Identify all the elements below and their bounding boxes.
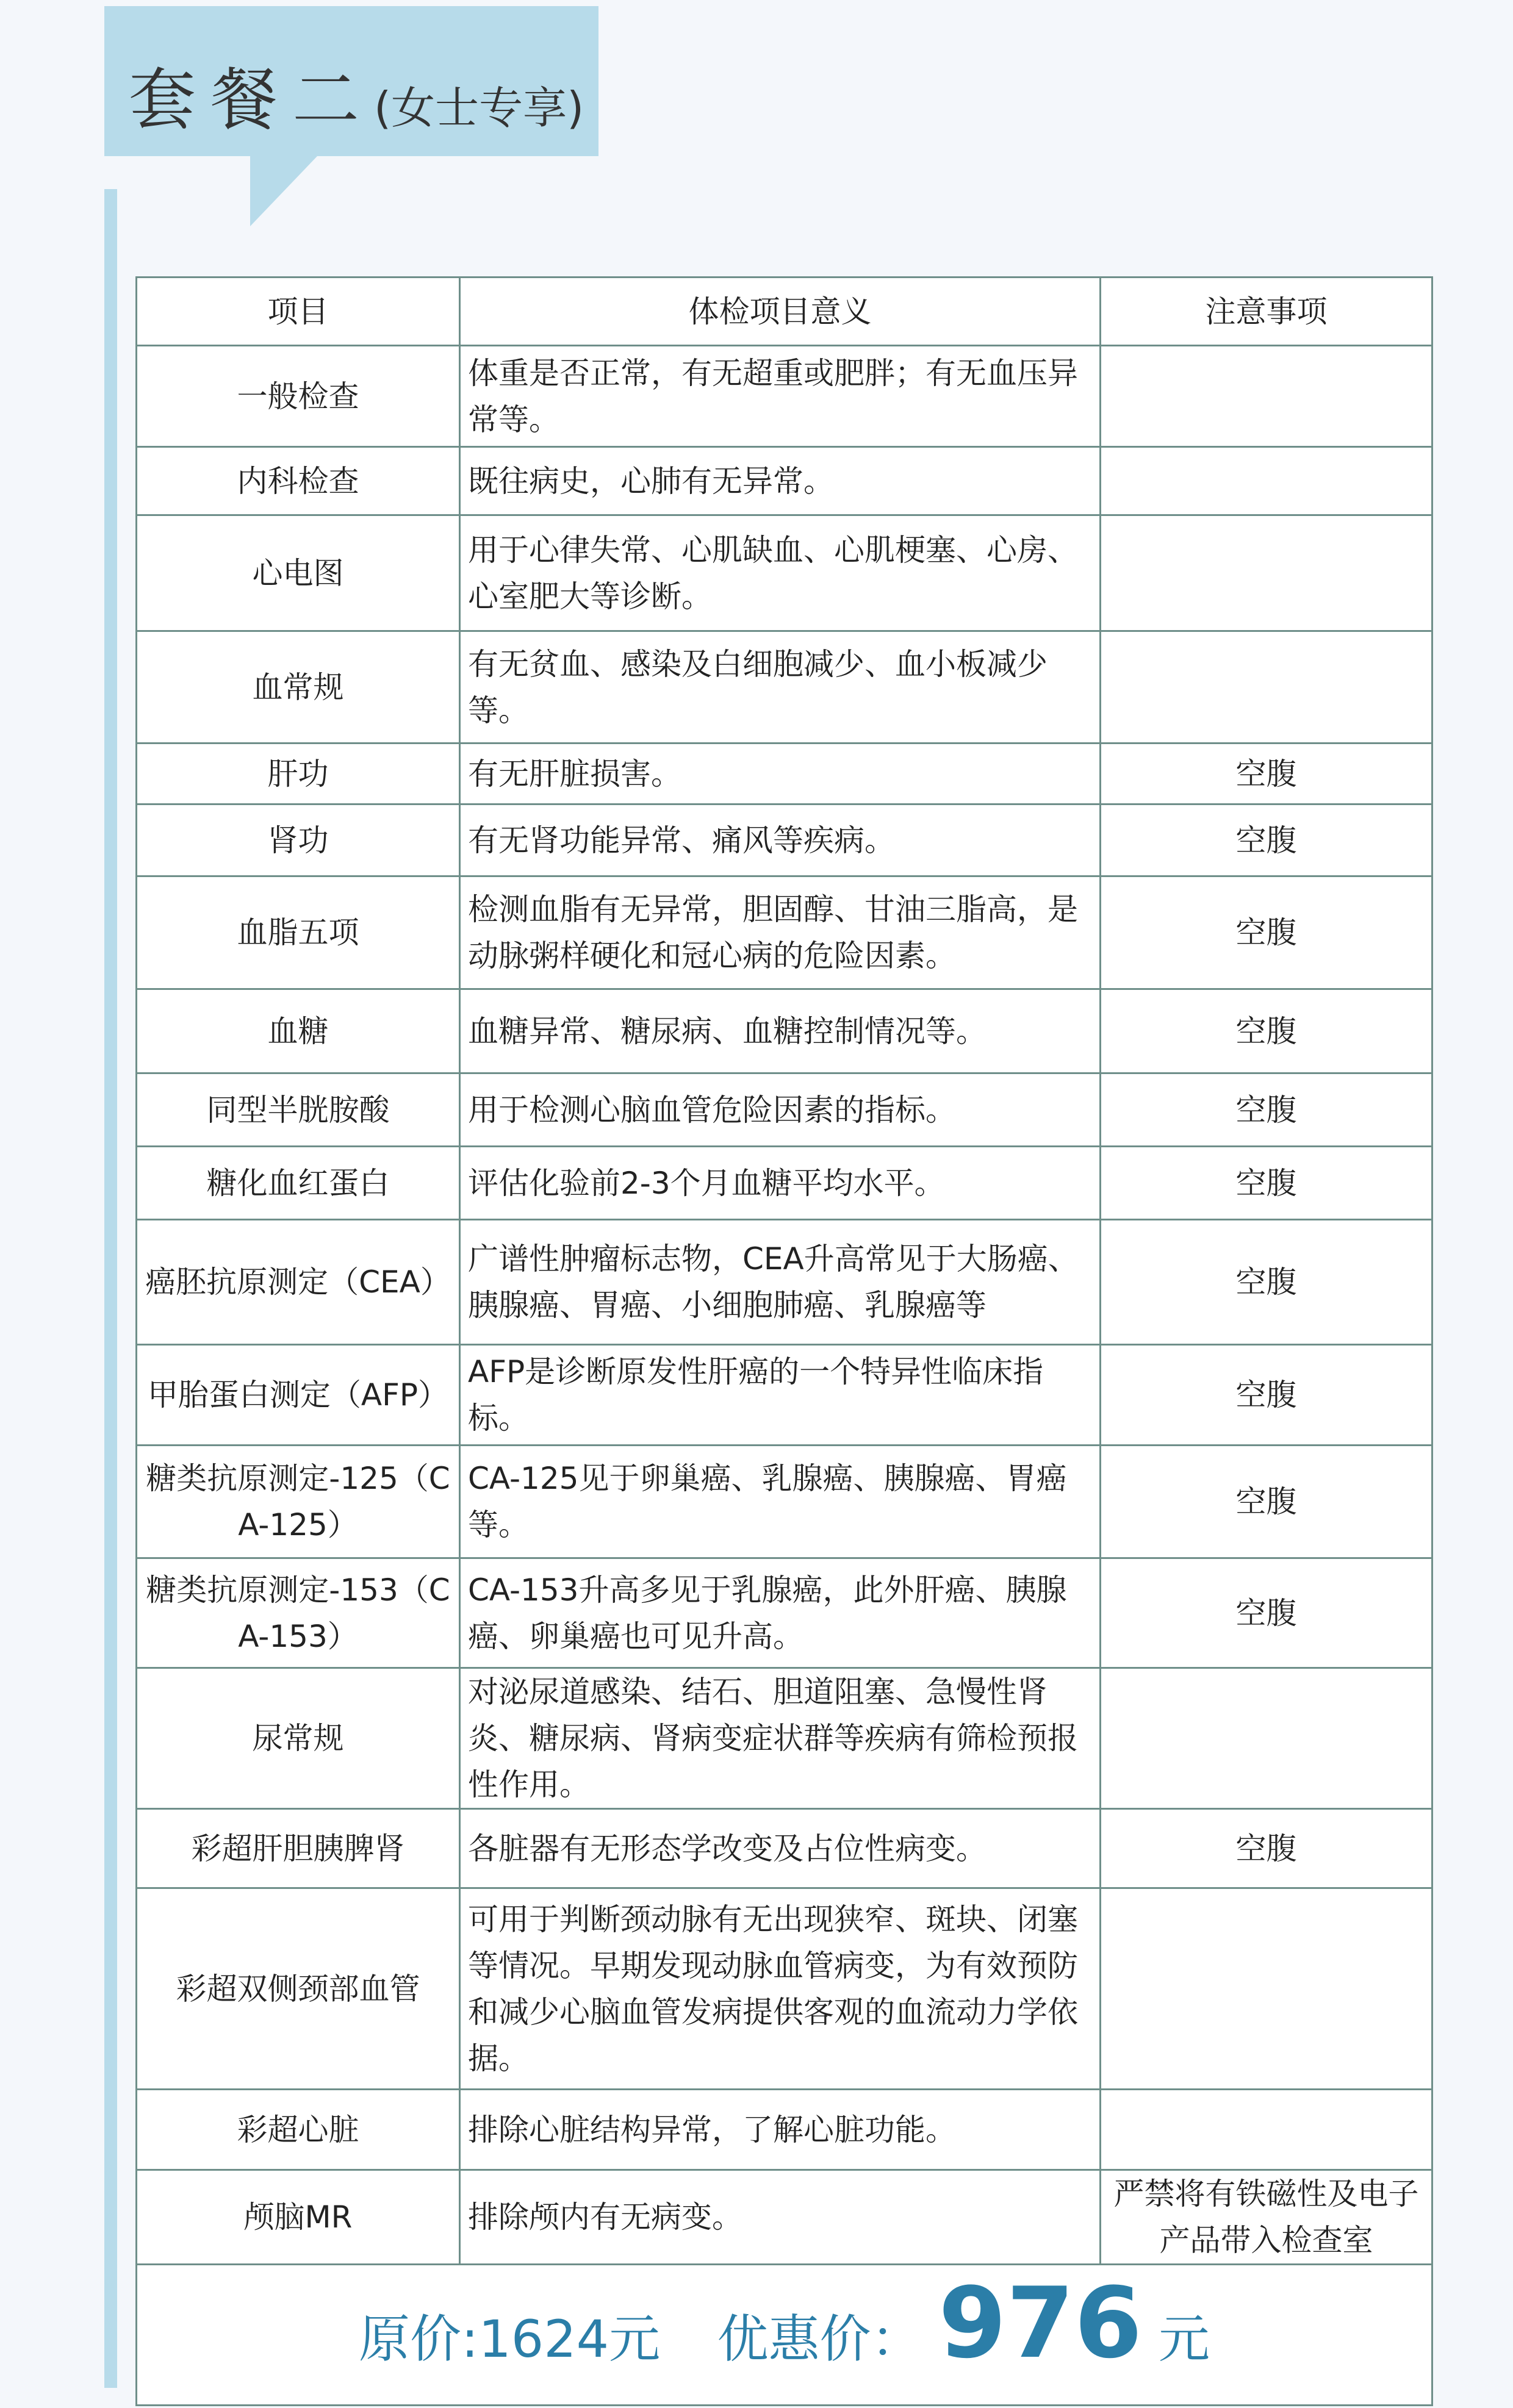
item-cell: 颅脑MR — [137, 2170, 460, 2265]
meaning-cell: 对泌尿道感染、结石、胆道阻塞、急慢性肾炎、糖尿病、肾病变症状群等疾病有筛检预报性作用。 — [460, 1668, 1101, 1809]
table-row — [137, 1888, 1432, 2090]
note-cell: 空腹 — [1101, 744, 1432, 804]
note-cell: 空腹 — [1101, 1558, 1432, 1668]
table-row — [137, 1446, 1432, 1558]
note-cell: 空腹 — [1101, 804, 1432, 876]
note-cell: 空腹 — [1101, 1345, 1432, 1446]
package-header — [104, 6, 598, 156]
table-row — [137, 1345, 1432, 1446]
note-cell: 空腹 — [1101, 1220, 1432, 1345]
table-row — [137, 631, 1432, 744]
item-cell: 癌胚抗原测定（CEA） — [137, 1220, 460, 1345]
meaning-cell: 有无肝脏损害。 — [460, 744, 1101, 804]
item-cell: 糖类抗原测定-125（CA-125） — [137, 1446, 460, 1558]
table-row — [137, 744, 1432, 804]
note-cell — [1101, 1888, 1432, 2090]
note-cell — [1101, 631, 1432, 744]
item-cell: 一般检查 — [137, 346, 460, 447]
note-cell: 空腹 — [1101, 1809, 1432, 1888]
meaning-cell: 检测血脂有无异常，胆固醇、甘油三脂高，是动脉粥样硬化和冠心病的危险因素。 — [460, 876, 1101, 989]
package-title-sub: (女士专享) — [374, 82, 584, 134]
table-header-row — [137, 278, 1432, 346]
package-title-main: 套餐二 — [129, 61, 374, 139]
item-cell: 彩超肝胆胰脾肾 — [137, 1809, 460, 1888]
note-cell — [1101, 346, 1432, 447]
item-cell: 甲胎蛋白测定（AFP） — [137, 1345, 460, 1446]
note-cell — [1101, 2090, 1432, 2170]
item-cell: 糖化血红蛋白 — [137, 1147, 460, 1220]
table-row — [137, 346, 1432, 447]
price-unit: 元 — [1158, 2309, 1210, 2369]
meaning-cell: 广谱性肿瘤标志物，CEA升高常见于大肠癌、胰腺癌、胃癌、小细胞肺癌、乳腺癌等 — [460, 1220, 1101, 1345]
note-cell: 空腹 — [1101, 989, 1432, 1073]
meaning-cell: 排除心脏结构异常，了解心脏功能。 — [460, 2090, 1101, 2170]
note-cell — [1101, 1668, 1432, 1809]
note-cell — [1101, 447, 1432, 515]
exam-table — [135, 276, 1433, 2406]
item-cell: 彩超心脏 — [137, 2090, 460, 2170]
table-row — [137, 989, 1432, 1073]
note-cell: 空腹 — [1101, 1446, 1432, 1558]
note-cell: 空腹 — [1101, 1147, 1432, 1220]
item-cell: 血常规 — [137, 631, 460, 744]
meaning-cell: 可用于判断颈动脉有无出现狭窄、斑块、闭塞等情况。早期发现动脉血管病变，为有效预防和减少心脑血管发病提供客观的血流动力学依据。 — [460, 1888, 1101, 2090]
price-summary — [359, 2266, 1210, 2380]
meaning-cell: 既往病史，心肺有无异常。 — [460, 447, 1101, 515]
item-cell: 内科检查 — [137, 447, 460, 515]
meaning-cell: CA-125见于卵巢癌、乳腺癌、胰腺癌、胃癌等。 — [460, 1446, 1101, 1558]
column-header-item: 项目 — [137, 278, 460, 346]
meaning-cell: 排除颅内有无病变。 — [460, 2170, 1101, 2265]
table-row — [137, 876, 1432, 989]
meaning-cell: 血糖异常、糖尿病、血糖控制情况等。 — [460, 989, 1101, 1073]
meaning-cell: AFP是诊断原发性肝癌的一个特异性临床指标。 — [460, 1345, 1101, 1446]
item-cell: 血脂五项 — [137, 876, 460, 989]
note-cell: 严禁将有铁磁性及电子产品带入检查室 — [1101, 2170, 1432, 2265]
note-cell: 空腹 — [1101, 1073, 1432, 1147]
item-cell: 尿常规 — [137, 1668, 460, 1809]
meaning-cell: 用于心律失常、心肌缺血、心肌梗塞、心房、心室肥大等诊断。 — [460, 515, 1101, 631]
table-row — [137, 2170, 1432, 2265]
original-price: 原价:1624元 — [359, 2309, 661, 2369]
item-cell: 心电图 — [137, 515, 460, 631]
meaning-cell: 有无贫血、感染及白细胞减少、血小板减少等。 — [460, 631, 1101, 744]
price-cell — [137, 2265, 1432, 2406]
item-cell: 血糖 — [137, 989, 460, 1073]
note-cell: 空腹 — [1101, 876, 1432, 989]
item-cell: 肝功 — [137, 744, 460, 804]
table-row — [137, 2090, 1432, 2170]
meaning-cell: 评估化验前2-3个月血糖平均水平。 — [460, 1147, 1101, 1220]
column-header-meaning: 体检项目意义 — [460, 278, 1101, 346]
column-header-note: 注意事项 — [1101, 278, 1432, 346]
meaning-cell: CA-153升高多见于乳腺癌，此外肝癌、胰腺癌、卵巢癌也可见升高。 — [460, 1558, 1101, 1668]
table-row — [137, 1220, 1432, 1345]
table-row — [137, 1558, 1432, 1668]
table-row — [137, 1147, 1432, 1220]
item-cell: 糖类抗原测定-153（CA-153） — [137, 1558, 460, 1668]
table-row — [137, 1809, 1432, 1888]
item-cell: 同型半胱胺酸 — [137, 1073, 460, 1147]
side-accent-bar — [104, 189, 117, 2388]
meaning-cell: 各脏器有无形态学改变及占位性病变。 — [460, 1809, 1101, 1888]
price-row — [137, 2265, 1432, 2406]
table-row — [137, 1073, 1432, 1147]
discount-price: 976 — [938, 2266, 1143, 2380]
item-cell: 肾功 — [137, 804, 460, 876]
table-row — [137, 447, 1432, 515]
item-cell: 彩超双侧颈部血管 — [137, 1888, 460, 2090]
table-row — [137, 1668, 1432, 1809]
package-title — [129, 46, 584, 139]
note-cell — [1101, 515, 1432, 631]
meaning-cell: 体重是否正常，有无超重或肥胖；有无血压异常等。 — [460, 346, 1101, 447]
meaning-cell: 有无肾功能异常、痛风等疾病。 — [460, 804, 1101, 876]
table-row — [137, 804, 1432, 876]
meaning-cell: 用于检测心脑血管危险因素的指标。 — [460, 1073, 1101, 1147]
header-pointer — [250, 156, 317, 226]
discount-label: 优惠价： — [717, 2309, 922, 2369]
table-row — [137, 515, 1432, 631]
